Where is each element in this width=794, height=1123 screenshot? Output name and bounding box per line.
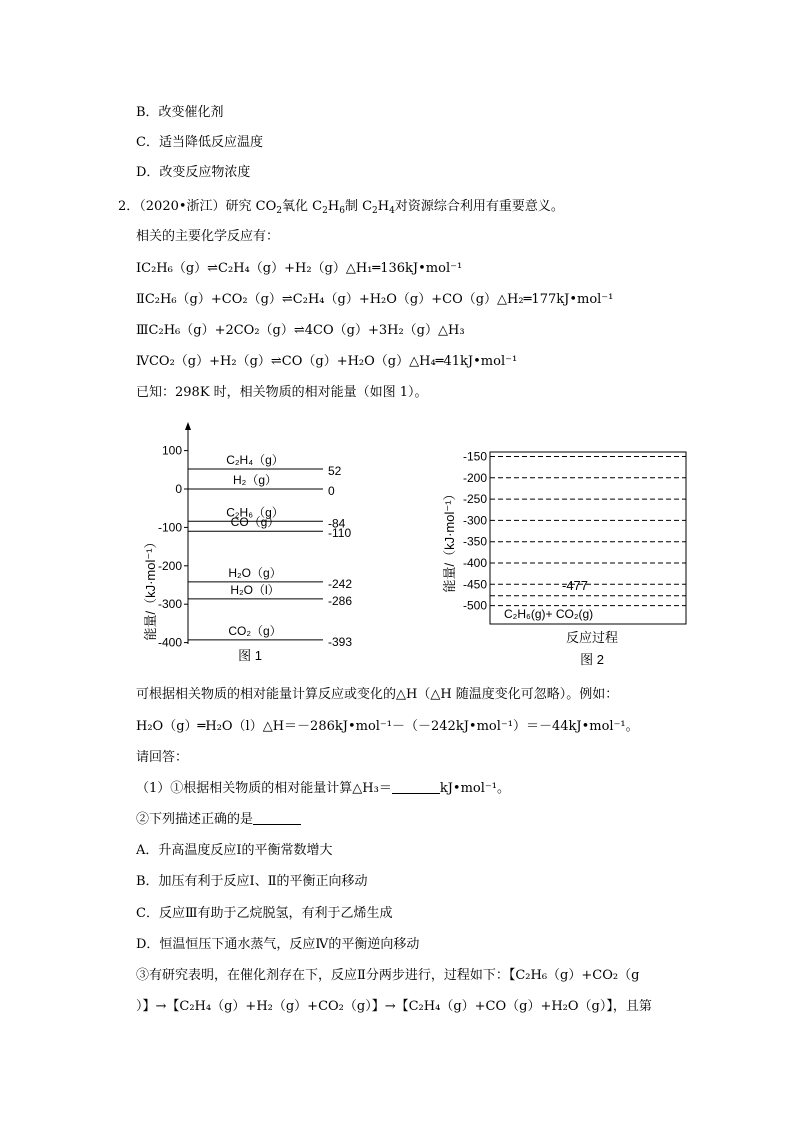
figure-2-tick-label: -300 — [462, 513, 487, 528]
figure-2-tick-label: -500 — [462, 598, 487, 613]
figure-2-tick-label: -250 — [462, 492, 487, 507]
sub-question-3-line1: ③有研究表明，在催化剂存在下，反应Ⅱ分两步进行，过程如下：【C₂H₆（g）+CO₂（g — [136, 968, 640, 983]
reaction-1: ⅠC₂H₆（g）⇌C₂H₄（g）+H₂（g）△H₁═136kJ•mol⁻¹ — [136, 261, 463, 276]
question-2-intro: 2．（2020•浙江）研究 $CO_2$氧化 $C_2H_6$制 $C_2H_4$对资源综合利用有重要意义。 — [118, 199, 564, 216]
figure-1-level-value: 0 — [328, 484, 335, 498]
reaction-3: ⅢC₂H₆（g）+2CO₂（g）⇌4CO（g）+3H₂（g）△H₃ — [136, 323, 465, 338]
example-text: H₂O（g）═H₂O（l）△H＝－286kJ•mol⁻¹－（－242kJ•mol⁻¹）＝－44kJ•mol⁻¹。 — [136, 719, 639, 734]
figure-1-tick-label: -400 — [157, 635, 182, 650]
option-b: B．改变催化剂 — [136, 105, 224, 120]
option-c-2: C．反应Ⅲ有助于乙烷脱氢，有利于乙烯生成 — [136, 906, 393, 921]
figure-1-tick-label: 0 — [175, 482, 182, 496]
figure-2-tick-label: -400 — [462, 556, 487, 570]
sub-question-3-line2: ）】→【C₂H₄（g）+H₂（g）+CO₂（g）】→【C₂H₄（g）+CO（g）+H₂O（g）】，且第 — [136, 999, 652, 1014]
figure-1-tick-label: 100 — [161, 443, 182, 458]
figure-1-level-label: C₂H₄（g） — [226, 453, 284, 468]
option-d-2: D．恒温恒压下通水蒸气，反应Ⅳ的平衡逆向移动 — [136, 937, 420, 952]
answer-blank[interactable] — [392, 781, 440, 794]
option-d: D．改变反应物浓度 — [136, 165, 251, 180]
figure-1-level-value: -286 — [328, 593, 353, 608]
figure-1-tick-label: -100 — [157, 520, 182, 535]
explain-text: 可根据相关物质的相对能量计算反应或变化的△H（△H 随温度变化可忽略）。例如： — [136, 687, 619, 702]
reaction-4: ⅣCO₂（g）+H₂（g）⇌CO（g）+H₂O（g）△H₄═41kJ•mol⁻¹ — [136, 354, 518, 369]
figure-1-tick-label: -300 — [157, 597, 182, 612]
figure-1-level-value: -393 — [328, 634, 353, 649]
figure-2-value-label: -477 — [562, 578, 589, 593]
figure-2 — [432, 448, 692, 674]
sub-question-2: ②下列描述正确的是 — [136, 811, 301, 829]
figure-1-level-label: H₂（g） — [233, 473, 277, 487]
figure-1-ylabel: 能量/（kJ·mol⁻¹） — [143, 535, 158, 641]
figure-1-level-label: CO（g） — [230, 515, 280, 530]
figure-2-tick-label: -450 — [462, 577, 487, 592]
sub-question-1: （1）①根据相关物质的相对能量计算△H₃＝ kJ•mol⁻¹。 — [136, 781, 510, 796]
figure-2-species-label: C₂H₆(g)+ CO₂(g) — [504, 607, 594, 621]
figure-2-ylabel: 能量/（kJ·mol⁻¹） — [442, 487, 457, 593]
figure-1-level-label: H₂O（g） — [228, 565, 282, 580]
question-source: （2020•浙江） — [139, 199, 226, 214]
figure-1-level-value: -84 — [328, 516, 346, 531]
figure-1-level-value: -242 — [328, 576, 353, 591]
figure-1-tick-label: -200 — [157, 558, 182, 573]
question-number: 2． — [118, 199, 140, 214]
figure-1-level-label: H₂O（l） — [230, 582, 280, 597]
option-b-2: B．加压有利于反应Ⅰ、Ⅱ的平衡正向移动 — [136, 874, 368, 889]
figure-2-tick-label: -150 — [462, 449, 487, 464]
option-a: A．升高温度反应Ⅰ的平衡常数增大 — [136, 843, 333, 858]
related-reactions-heading: 相关的主要化学反应有： — [136, 229, 280, 244]
option-c: C．适当降低反应温度 — [136, 135, 263, 150]
figure-1-level-value: 52 — [328, 464, 342, 479]
figure-1 — [130, 418, 370, 668]
figure-1-level-label: C₂H₆（g） — [226, 505, 284, 520]
figure-1-level-value: -110 — [328, 526, 352, 541]
figure-2-xlabel: 反应过程 — [565, 630, 619, 645]
answer-prompt: 请回答： — [136, 750, 189, 765]
reaction-2: ⅡC₂H₆（g）+CO₂（g）⇌C₂H₄（g）+H₂O（g）+CO（g）△H₂═177kJ•mol⁻¹ — [136, 292, 614, 307]
figure-1-level-label: CO₂（g） — [228, 623, 282, 638]
figure-1-caption: 图 1 — [238, 648, 262, 663]
figure-2-tick-label: -200 — [462, 470, 487, 485]
figure-2-caption: 图 2 — [580, 652, 604, 667]
figure-2-tick-label: -350 — [462, 534, 487, 549]
known-text: 已知：298K 时，相关物质的相对能量（如图 1）。 — [136, 385, 428, 400]
answer-blank[interactable] — [253, 812, 301, 825]
